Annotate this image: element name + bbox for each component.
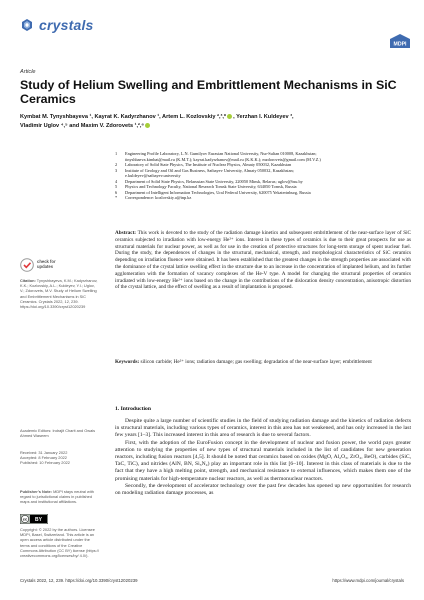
orcid-icon[interactable] (227, 114, 232, 119)
paragraph: Secondly, the development of accelerator technology over the past few decades has opened up new opportunities for research on modeling radiation damage processes, as (115, 482, 411, 497)
affiliations (115, 151, 415, 201)
footer-journal-link[interactable]: https://www.mdpi.com/journal/crystals (332, 578, 404, 583)
pubnote-text: MDPI stays neutral with regard to jurisdictional claims in published maps and institutional affiliations. (20, 489, 94, 505)
affiliation-item: 2 Laboratory of Solid State Physics, The Institute of Nuclear Physics, Almaty 050032, Kazakhstan (115, 162, 292, 167)
accepted-date: Accepted: 8 February 2022 (20, 455, 67, 461)
section-heading: 1. Introduction (115, 406, 151, 412)
publication-dates (20, 450, 100, 466)
abstract (115, 230, 411, 291)
authors-line-1: Kymbat M. Tynyshbayeva ¹, Kayrat K. Kadyrzhanov ¹, Artem L. Kozlovskiy ²,³,* (20, 114, 227, 120)
creative-commons-by-icon[interactable] (20, 514, 48, 524)
copyright-block (20, 527, 100, 558)
check-for-updates-button[interactable] (20, 258, 56, 272)
paragraph: Despite quite a large number of scientific studies in the field of studying radiation damage and the kinetics of radiation defects in structural materials, including various types of ceramics, interest in this area has not weakened, and has only increased in the last few years [1–3]. This increased interest in this area of research is due to several factors. (115, 418, 411, 439)
published-date: Published: 10 February 2022 (20, 460, 70, 466)
editors-label: Academic Editors: (20, 428, 52, 433)
abstract-text: This work is devoted to the study of the radiation damage kinetics and subsequent embrittlement of the near-surface layer of SiC ceramics subjected to irradiation with low-energy He²⁺ ions. Interest in these types of ceramics is due to their great prospects for use as structural materials for nuclear power, as well as for use in the creation of protective structures for long-term storage of spent nuclear fuel. During the study, the dependences of changes in the structural, mechanical, strength, and morphological characteristics of SiC ceramics depending on irradiation fluence were obtained. It has been established that the greatest changes in the strength properties are associated with the dominance of the crystal lattice swelling effect in the structure due to an increase in the concentration of implanted helium, and its further agglomeration with the formation of vacancy complexes of the He-V type. A model for changing the structural properties of ceramics irradiated with low-energy He²⁺ ions based on the change in the contributions of the dislocation density concentration, anisotropic distortion of the crystal lattice, and the effect of swelling as a result of implantation is proposed. (115, 230, 411, 291)
svg-text:MDPI: MDPI (393, 41, 407, 48)
article-type: Article (20, 69, 36, 75)
publisher-note (20, 489, 100, 505)
svg-text:BY: BY (35, 516, 42, 523)
check-for-updates-label: check for updates (37, 259, 56, 269)
affiliation-item: tinyshbaeva.kimbat@mail.ru (K.M.T.); kayrat.kadyrzhanov@mail.ru (K.K.K.); mzdorovets@gmail.com (M.V.Z.) (125, 156, 321, 162)
affiliation-item: 4 Department of Solid State Physics, Belarusian State University, 220050 Minsk, Belarus; uglov@bsu.by (115, 178, 303, 184)
svg-text:cc: cc (22, 516, 28, 522)
copyright-text: Copyright: © 2022 by the authors. Licensee MDPI, Basel, Switzerland. This article is an open access article distributed under the terms and conditions of the Creative Commons Attribution (CC BY) license (https:// creativecommons.org/licenses/by/ 4.0/). (20, 527, 99, 559)
editors-text: Indrajit Charit and Owais Ahmed Waseem (20, 428, 96, 439)
paragraph: First, with the adoption of the EuroFusion concept in the development of nuclear and fusion power, the world pays greater attention to studying the properties of new types of structural materials included in the list of candidates for new generation reactors, including fusion reactors [4,5]. It should be noted that ceramics based on oxides (MgO, Al₂O₃, ZrO₂, BeO), carbides (SiC, TaC, TiC), and nitrides (AlN, BN, Si₃N₄) play an important role in this list [6–10]. Interest in this class of materials is due to the fact that they have a high melting point, strength, and mechanical resistance to external influences, which makes them one of the promising materials for high-temperature nuclear reactors, as well as thermonuclear reactors. (115, 439, 411, 482)
author-list (20, 113, 405, 130)
affiliation-item: 6 Department of Intelligent Information Technologies, Ural Federal University, 620075 Yekaterinburg, Russia (115, 189, 311, 195)
correspondence: * Correspondence: kozlovskiy.a@inp.kz (115, 195, 192, 200)
received-date: Received: 31 January 2022 (20, 450, 68, 455)
authors-line-1b: , Yerzhan I. Kuldeyev ³, (233, 114, 294, 120)
affiliation-item: 5 Physics and Technology Faculty, National Research Tomsk State University, 634050 Tomsk, Russia (115, 184, 297, 189)
article-title: Study of Helium Swelling and Embrittlement Mechanisms in SiC Ceramics (20, 78, 397, 106)
journal-header[interactable] (20, 17, 94, 33)
crystals-journal-logo-icon (20, 18, 34, 32)
introduction-text (115, 418, 411, 497)
keywords (115, 359, 411, 366)
affiliation-item: 1 Engineering Profile Laboratory, L.N. Gumilyov Eurasian National University, Nur-Sultan 010008, Kazakhstan; (115, 151, 317, 156)
citation-text[interactable]: Tynyshbayeva, K.M.; Kadyrzhanov, K.K.; Kozlovskiy, A.L.; Kuldeyev, Y.I.; Uglov, V.; Zdorovets, M.V. Study of Helium Swelling and Embrittlement Mechanisms in SiC Ceramics. Crystals 2022, 12, 239. https://doi.org/10.3390/cryst12020239 (20, 278, 98, 310)
keywords-label: Keywords: (115, 359, 140, 365)
citation-block (20, 278, 100, 309)
affiliation-item: 3 Institute of Geology and Oil and Gas Business, Satbayev University, Almaty 050032, Kazakhstan; (115, 167, 294, 173)
pubnote-label: Publisher’s Note: (20, 489, 52, 494)
academic-editors (20, 428, 100, 438)
journal-name: crystals (39, 17, 94, 33)
mdpi-logo-icon[interactable] (390, 34, 410, 48)
affiliation-item: e.kuldeyev@satbayev.university (125, 173, 181, 178)
orcid-icon[interactable] (145, 123, 150, 128)
citation-label: Citation: (20, 278, 36, 283)
keywords-text: silicon carbide; He²⁺ ions; radiation damage; gas swelling; degradation of the near-surface layer; embrittlement (140, 359, 372, 365)
authors-line-2: Vladimir Uglov ⁴,⁵ and Maxim V. Zdorovets ¹,²,⁶ (20, 122, 145, 129)
abstract-label: Abstract: (115, 230, 137, 236)
footer-citation: Crystals 2022, 12, 239. https://doi.org/10.3390/cryst12020239 (20, 578, 138, 583)
check-for-updates-icon (20, 258, 34, 272)
